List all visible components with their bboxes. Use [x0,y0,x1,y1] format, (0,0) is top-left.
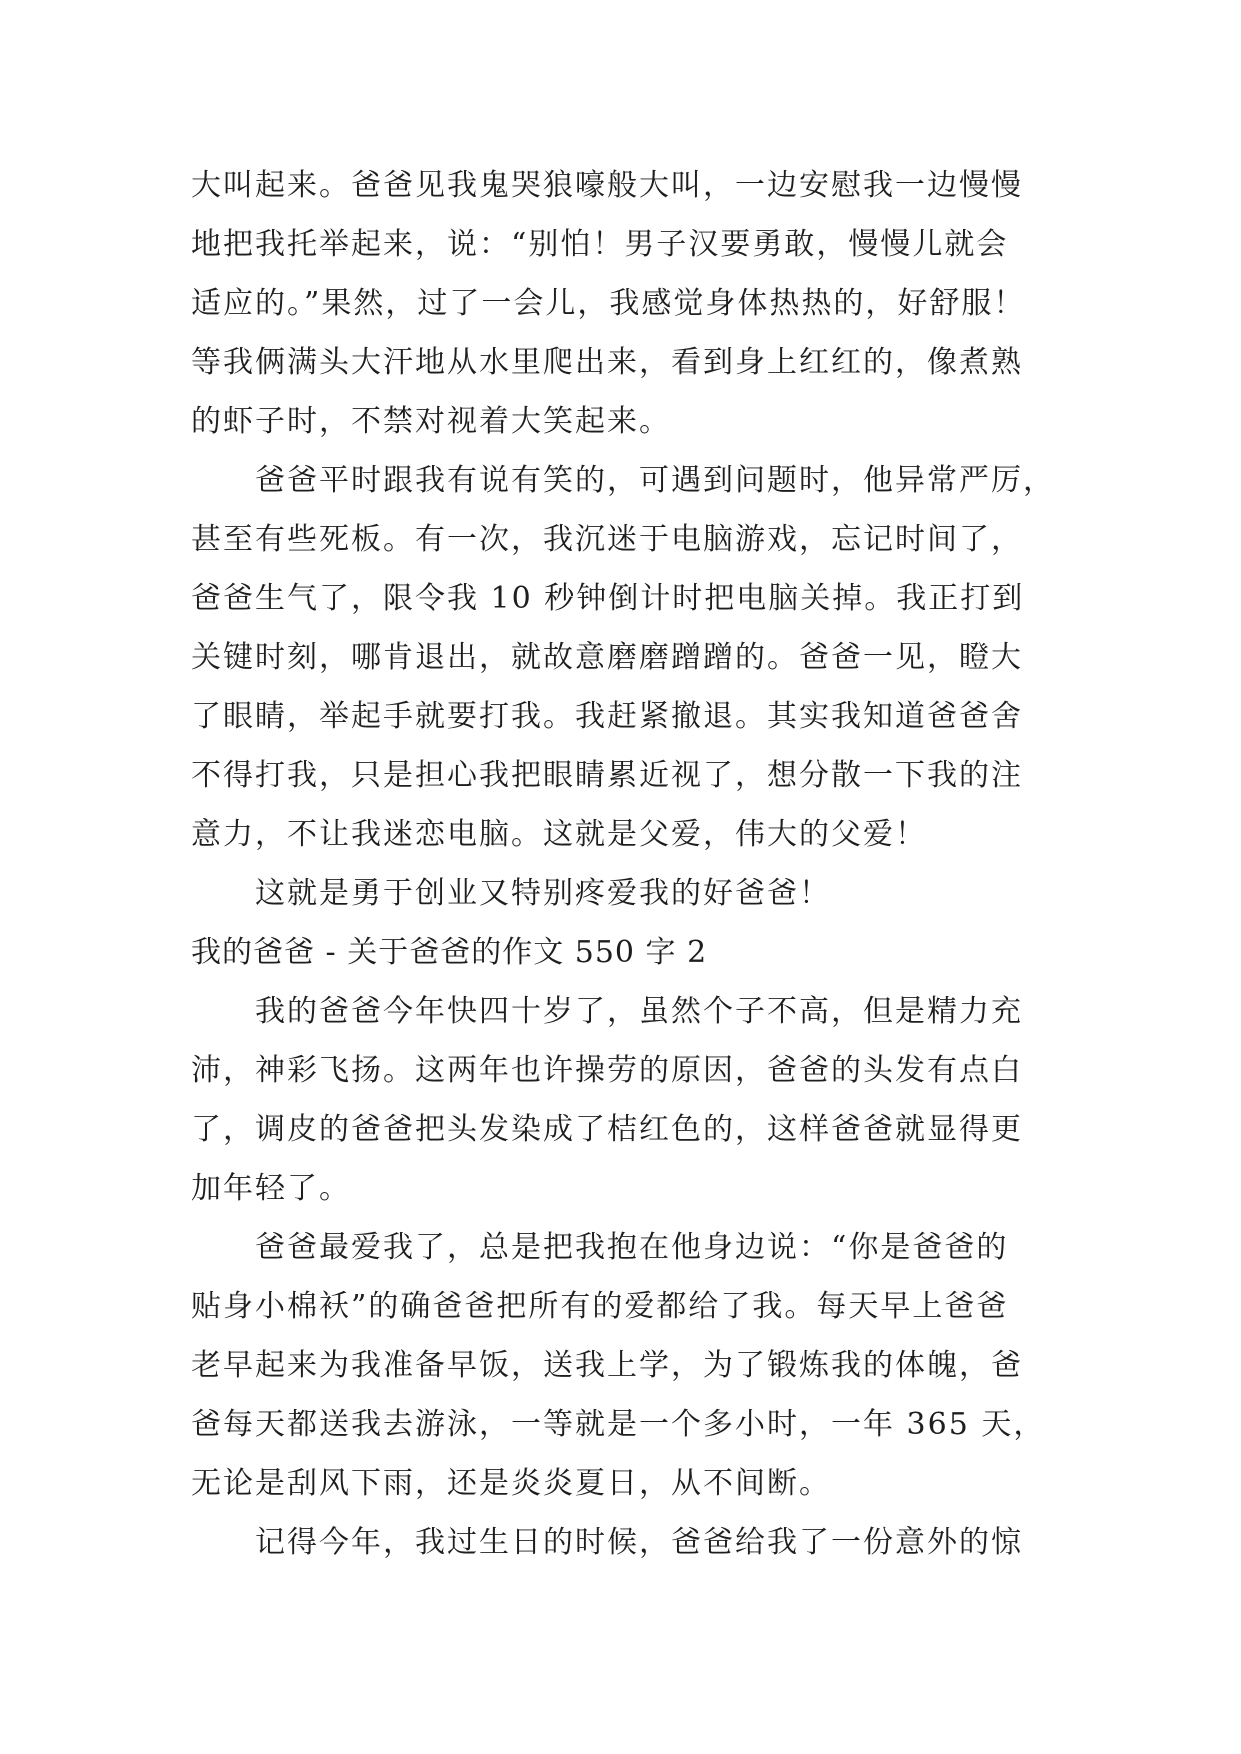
text-line: 爸每天都送我去游泳，一等就是一个多小时，一年 365 天， [191,1407,1046,1442]
text-line: 老早起来为我准备早饭，送我上学，为了锻炼我的体魄，爸 [191,1348,1023,1383]
paragraph-conclusion [191,864,1051,923]
paragraph-love [191,1218,1051,1513]
text-line: 爸爸最爱我了，总是把我抱在他身边说：“你是爸爸的 [255,1230,1009,1265]
text-line: 大叫起来。爸爸见我鬼哭狼嚎般大叫，一边安慰我一边慢慢 [191,168,1023,203]
text-line: 了，调皮的爸爸把头发染成了桔红色的，这样爸爸就显得更 [191,1112,1023,1147]
text-line: 沛，神彩飞扬。这两年也许操劳的原因，爸爸的头发有点白 [191,1053,1023,1088]
text-line: 贴身小棉袄”的确爸爸把所有的爱都给了我。每天早上爸爸 [191,1289,1009,1324]
text-line: 甚至有些死板。有一次，我沉迷于电脑游戏，忘记时间了， [191,522,1023,557]
text-line: 这就是勇于创业又特别疼爱我的好爸爸！ [255,876,831,911]
text-line: 关键时刻，哪肯退出，就故意磨磨蹭蹭的。爸爸一见，瞪大 [191,640,1023,675]
paragraph-birthday [191,1513,1051,1572]
paragraph-intro [191,982,1051,1218]
text-line: 加年轻了。 [191,1171,351,1206]
text-line: 地把我托举起来，说：“别怕！男子汉要勇敢，慢慢儿就会 [191,227,1009,262]
document-body [191,156,1055,1572]
paragraph-computer-game [191,451,1055,864]
essay-heading: 我的爸爸 - 关于爸爸的作文 550 字 2 [191,935,708,970]
text-line: 等我俩满头大汗地从水里爬出来，看到身上红红的，像煮熟 [191,345,1023,380]
text-line: 爸爸生气了，限令我 10 秒钟倒计时把电脑关掉。我正打到 [191,581,1025,616]
text-line: 的虾子时，不禁对视着大笑起来。 [191,404,671,439]
text-line: 不得打我，只是担心我把眼睛累近视了，想分散一下我的注 [191,758,1023,793]
text-line: 意力，不让我迷恋电脑。这就是父爱，伟大的父爱！ [191,817,927,852]
text-line: 了眼睛，举起手就要打我。我赶紧撤退。其实我知道爸爸舍 [191,699,1023,734]
text-line: 记得今年，我过生日的时候，爸爸给我了一份意外的惊 [255,1525,1023,1560]
text-line: 无论是刮风下雨，还是炎炎夏日，从不间断。 [191,1466,831,1501]
text-line: 适应的。”果然，过了一会儿，我感觉身体热热的，好舒服！ [191,286,1026,321]
text-line: 我的爸爸今年快四十岁了，虽然个子不高，但是精力充 [255,994,1023,1029]
text-line: 爸爸平时跟我有说有笑的，可遇到问题时，他异常严厉， [255,463,1055,498]
paragraph-swimming-end [191,156,1051,451]
